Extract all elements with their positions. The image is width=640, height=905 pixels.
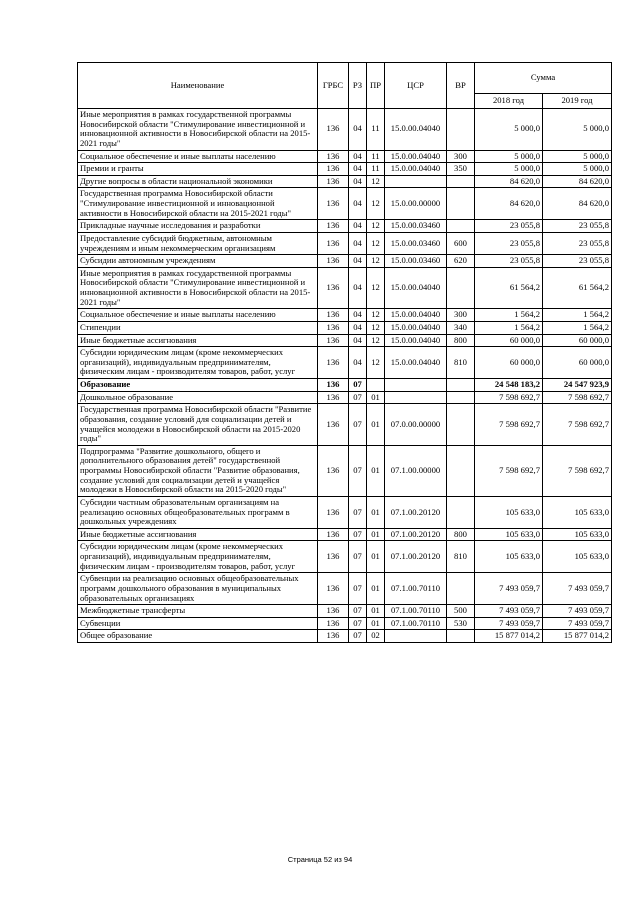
row-sum-2018: 5 000,0 — [475, 150, 543, 163]
row-grbs: 136 — [318, 255, 349, 268]
row-name: Другие вопросы в области национальной экономики — [78, 175, 318, 188]
row-csr: 15.0.00.03460 — [385, 220, 447, 233]
row-name: Государственная программа Новосибирской области "Развитие образования, создание условий для социализации детей и учащейся молодежи в Новосибирской области на 2015-2020 годы" — [78, 404, 318, 446]
header-grbs: ГРБС — [318, 63, 349, 109]
row-csr — [385, 175, 447, 188]
table-row — [78, 321, 612, 334]
row-name: Иные бюджетные ассигнования — [78, 528, 318, 541]
row-grbs: 136 — [318, 379, 349, 392]
table-row — [78, 175, 612, 188]
row-grbs: 136 — [318, 309, 349, 322]
row-vr: 810 — [447, 541, 475, 573]
row-vr — [447, 573, 475, 605]
row-name: Субвенции — [78, 617, 318, 630]
row-grbs: 136 — [318, 630, 349, 643]
row-sum-2019: 105 633,0 — [543, 496, 612, 528]
row-pr: 01 — [367, 404, 385, 446]
row-sum-2018: 23 055,8 — [475, 255, 543, 268]
row-sum-2019: 23 055,8 — [543, 220, 612, 233]
row-name: Социальное обеспечение и иные выплаты населению — [78, 309, 318, 322]
row-name: Иные бюджетные ассигнования — [78, 334, 318, 347]
row-pr: 12 — [367, 309, 385, 322]
row-grbs: 136 — [318, 573, 349, 605]
row-sum-2018: 7 493 059,7 — [475, 573, 543, 605]
row-vr: 800 — [447, 528, 475, 541]
row-sum-2019: 24 547 923,9 — [543, 379, 612, 392]
table-row — [78, 445, 612, 496]
row-vr: 600 — [447, 232, 475, 254]
row-pr: 01 — [367, 391, 385, 404]
budget-table — [77, 62, 612, 643]
row-rz: 07 — [349, 617, 367, 630]
row-sum-2018: 1 564,2 — [475, 309, 543, 322]
row-grbs: 136 — [318, 109, 349, 151]
row-csr: 15.0.00.04040 — [385, 309, 447, 322]
row-csr: 15.0.00.04040 — [385, 267, 447, 309]
row-sum-2019: 7 598 692,7 — [543, 391, 612, 404]
row-csr — [385, 630, 447, 643]
row-vr — [447, 404, 475, 446]
row-sum-2019: 84 620,0 — [543, 175, 612, 188]
row-vr: 620 — [447, 255, 475, 268]
table-row — [78, 528, 612, 541]
row-csr — [385, 379, 447, 392]
header-vr: ВР — [447, 63, 475, 109]
row-pr: 12 — [367, 334, 385, 347]
row-grbs: 136 — [318, 232, 349, 254]
table-row — [78, 379, 612, 392]
row-csr: 15.0.00.04040 — [385, 163, 447, 176]
row-vr — [447, 630, 475, 643]
row-pr: 01 — [367, 605, 385, 618]
row-pr: 01 — [367, 496, 385, 528]
row-sum-2019: 60 000,0 — [543, 334, 612, 347]
row-name: Предоставление субсидий бюджетным, автономным учреждениям и иным некоммерческим организациям — [78, 232, 318, 254]
table-row — [78, 267, 612, 309]
row-rz: 04 — [349, 188, 367, 220]
row-rz: 04 — [349, 334, 367, 347]
row-sum-2019: 23 055,8 — [543, 255, 612, 268]
row-vr: 300 — [447, 150, 475, 163]
table-row — [78, 232, 612, 254]
row-sum-2019: 105 633,0 — [543, 541, 612, 573]
row-csr: 15.0.00.00000 — [385, 188, 447, 220]
row-pr: 11 — [367, 109, 385, 151]
row-rz: 04 — [349, 255, 367, 268]
row-sum-2018: 7 598 692,7 — [475, 391, 543, 404]
table-row — [78, 309, 612, 322]
row-sum-2018: 24 548 183,2 — [475, 379, 543, 392]
row-vr — [447, 175, 475, 188]
row-name: Межбюджетные трансферты — [78, 605, 318, 618]
row-csr: 07.1.00.00000 — [385, 445, 447, 496]
row-csr: 15.0.00.03460 — [385, 232, 447, 254]
row-csr: 15.0.00.04040 — [385, 334, 447, 347]
row-pr: 01 — [367, 445, 385, 496]
row-grbs: 136 — [318, 617, 349, 630]
row-name: Субсидии юридическим лицам (кроме некоммерческих организаций), индивидуальным предпринимателям, физическим лицам - производителям товаров, работ, услуг — [78, 347, 318, 379]
row-rz: 04 — [349, 150, 367, 163]
row-pr: 12 — [367, 188, 385, 220]
row-grbs: 136 — [318, 188, 349, 220]
row-sum-2019: 7 493 059,7 — [543, 605, 612, 618]
row-pr: 12 — [367, 321, 385, 334]
row-sum-2019: 1 564,2 — [543, 321, 612, 334]
row-csr: 07.1.00.70110 — [385, 573, 447, 605]
table-row — [78, 163, 612, 176]
row-csr — [385, 391, 447, 404]
table-row — [78, 404, 612, 446]
row-sum-2019: 61 564,2 — [543, 267, 612, 309]
row-pr: 12 — [367, 255, 385, 268]
row-rz: 07 — [349, 445, 367, 496]
row-rz: 04 — [349, 220, 367, 233]
page-number: Страница 52 из 94 — [287, 855, 353, 864]
row-name: Стипендии — [78, 321, 318, 334]
row-csr: 15.0.00.04040 — [385, 321, 447, 334]
table-row — [78, 391, 612, 404]
row-csr: 07.1.00.70110 — [385, 605, 447, 618]
row-sum-2019: 7 493 059,7 — [543, 617, 612, 630]
row-pr: 12 — [367, 220, 385, 233]
row-grbs: 136 — [318, 445, 349, 496]
header-pr: ПР — [367, 63, 385, 109]
row-csr: 07.1.00.20120 — [385, 541, 447, 573]
table-row — [78, 496, 612, 528]
row-grbs: 136 — [318, 605, 349, 618]
row-name: Иные мероприятия в рамках государственной программы Новосибирской области "Стимулирование инвестиционной и инновационной активности в Новосибирской области на 2015-2021 годы" — [78, 267, 318, 309]
row-pr: 01 — [367, 617, 385, 630]
row-csr: 15.0.00.04040 — [385, 109, 447, 151]
row-rz: 07 — [349, 528, 367, 541]
row-sum-2018: 105 633,0 — [475, 541, 543, 573]
row-rz: 04 — [349, 163, 367, 176]
row-grbs: 136 — [318, 150, 349, 163]
row-vr — [447, 220, 475, 233]
row-pr: 11 — [367, 150, 385, 163]
row-vr: 500 — [447, 605, 475, 618]
row-rz: 04 — [349, 309, 367, 322]
row-rz: 07 — [349, 541, 367, 573]
row-vr — [447, 267, 475, 309]
row-sum-2019: 5 000,0 — [543, 109, 612, 151]
row-vr — [447, 109, 475, 151]
row-sum-2018: 61 564,2 — [475, 267, 543, 309]
row-sum-2019: 7 598 692,7 — [543, 445, 612, 496]
row-pr: 12 — [367, 175, 385, 188]
row-sum-2019: 7 598 692,7 — [543, 404, 612, 446]
row-rz: 04 — [349, 232, 367, 254]
row-sum-2019: 105 633,0 — [543, 528, 612, 541]
row-pr: 01 — [367, 573, 385, 605]
table-row — [78, 605, 612, 618]
table-row — [78, 347, 612, 379]
row-csr: 15.0.00.04040 — [385, 150, 447, 163]
row-vr — [447, 188, 475, 220]
row-vr — [447, 379, 475, 392]
row-rz: 04 — [349, 175, 367, 188]
row-sum-2019: 5 000,0 — [543, 163, 612, 176]
table-row — [78, 617, 612, 630]
row-sum-2018: 23 055,8 — [475, 232, 543, 254]
row-grbs: 136 — [318, 267, 349, 309]
row-sum-2018: 5 000,0 — [475, 163, 543, 176]
row-sum-2019: 84 620,0 — [543, 188, 612, 220]
row-name: Прикладные научные исследования и разработки — [78, 220, 318, 233]
table-row — [78, 573, 612, 605]
table-row — [78, 334, 612, 347]
row-grbs: 136 — [318, 163, 349, 176]
table-row — [78, 150, 612, 163]
row-grbs: 136 — [318, 347, 349, 379]
header-csr: ЦСР — [385, 63, 447, 109]
row-sum-2018: 5 000,0 — [475, 109, 543, 151]
row-csr: 15.0.00.03460 — [385, 255, 447, 268]
row-sum-2018: 7 598 692,7 — [475, 445, 543, 496]
row-name: Субсидии юридическим лицам (кроме некоммерческих организаций), индивидуальным предпринимателям, физическим лицам - производителям товаров, работ, услуг — [78, 541, 318, 573]
row-sum-2018: 60 000,0 — [475, 334, 543, 347]
row-pr: 12 — [367, 232, 385, 254]
row-sum-2019: 23 055,8 — [543, 232, 612, 254]
row-vr — [447, 496, 475, 528]
row-csr: 07.1.00.20120 — [385, 496, 447, 528]
row-pr: 11 — [367, 163, 385, 176]
row-rz: 07 — [349, 496, 367, 528]
row-sum-2018: 60 000,0 — [475, 347, 543, 379]
row-rz: 07 — [349, 630, 367, 643]
row-sum-2018: 23 055,8 — [475, 220, 543, 233]
row-rz: 04 — [349, 321, 367, 334]
row-grbs: 136 — [318, 334, 349, 347]
row-rz: 07 — [349, 573, 367, 605]
row-name: Субвенции на реализацию основных общеобразовательных программ дошкольного образования в муниципальных образовательных организациях — [78, 573, 318, 605]
row-sum-2018: 7 598 692,7 — [475, 404, 543, 446]
row-sum-2019: 15 877 014,2 — [543, 630, 612, 643]
row-sum-2018: 7 493 059,7 — [475, 605, 543, 618]
header-sum: Сумма — [475, 63, 612, 94]
row-vr: 340 — [447, 321, 475, 334]
table-row — [78, 188, 612, 220]
row-grbs: 136 — [318, 528, 349, 541]
row-grbs: 136 — [318, 541, 349, 573]
row-name: Субсидии частным образовательным организациям на реализацию основных общеобразовательных программ в дошкольных учреждениях — [78, 496, 318, 528]
row-rz: 04 — [349, 347, 367, 379]
table-row — [78, 109, 612, 151]
row-vr: 800 — [447, 334, 475, 347]
row-name: Субсидии автономным учреждениям — [78, 255, 318, 268]
row-csr: 07.1.00.70110 — [385, 617, 447, 630]
row-sum-2018: 105 633,0 — [475, 496, 543, 528]
row-name: Общее образование — [78, 630, 318, 643]
row-pr: 02 — [367, 630, 385, 643]
table-row — [78, 541, 612, 573]
row-name: Социальное обеспечение и иные выплаты населению — [78, 150, 318, 163]
row-sum-2018: 84 620,0 — [475, 175, 543, 188]
table-row — [78, 630, 612, 643]
row-name: Дошкольное образование — [78, 391, 318, 404]
row-rz: 04 — [349, 267, 367, 309]
row-csr: 07.0.00.00000 — [385, 404, 447, 446]
row-grbs: 136 — [318, 496, 349, 528]
row-sum-2019: 7 493 059,7 — [543, 573, 612, 605]
row-sum-2018: 105 633,0 — [475, 528, 543, 541]
row-grbs: 136 — [318, 321, 349, 334]
row-vr: 350 — [447, 163, 475, 176]
row-grbs: 136 — [318, 404, 349, 446]
row-sum-2018: 1 564,2 — [475, 321, 543, 334]
row-sum-2019: 1 564,2 — [543, 309, 612, 322]
row-vr: 810 — [447, 347, 475, 379]
row-rz: 04 — [349, 109, 367, 151]
table-body — [78, 109, 612, 643]
header-year-2018: 2018 год — [475, 93, 543, 108]
row-csr: 15.0.00.04040 — [385, 347, 447, 379]
row-rz: 07 — [349, 379, 367, 392]
row-pr: 01 — [367, 528, 385, 541]
row-rz: 07 — [349, 404, 367, 446]
row-grbs: 136 — [318, 220, 349, 233]
row-sum-2018: 15 877 014,2 — [475, 630, 543, 643]
row-name: Премии и гранты — [78, 163, 318, 176]
row-pr: 01 — [367, 541, 385, 573]
row-pr — [367, 379, 385, 392]
row-name: Государственная программа Новосибирской области "Стимулирование инвестиционной и инновационной активности в Новосибирской области на 2015-2021 годы" — [78, 188, 318, 220]
row-pr: 12 — [367, 347, 385, 379]
row-name: Подпрограмма "Развитие дошкольного, общего и дополнительного образования детей" государственной программы Новосибирской области "Развитие образования, создание условий для социализации детей и учащейся молодежи в Новосибирской области на 2015-2020 годы" — [78, 445, 318, 496]
row-vr: 300 — [447, 309, 475, 322]
row-vr: 530 — [447, 617, 475, 630]
table-row — [78, 255, 612, 268]
header-year-2019: 2019 год — [543, 93, 612, 108]
row-vr — [447, 445, 475, 496]
row-grbs: 136 — [318, 175, 349, 188]
header-name: Наименование — [78, 63, 318, 109]
row-name: Иные мероприятия в рамках государственной программы Новосибирской области "Стимулирование инвестиционной и инновационной активности в Новосибирской области на 2015-2021 годы" — [78, 109, 318, 151]
header-rz: РЗ — [349, 63, 367, 109]
row-rz: 07 — [349, 391, 367, 404]
row-rz: 07 — [349, 605, 367, 618]
row-sum-2019: 60 000,0 — [543, 347, 612, 379]
row-sum-2018: 84 620,0 — [475, 188, 543, 220]
row-name: Образование — [78, 379, 318, 392]
row-pr: 12 — [367, 267, 385, 309]
row-vr — [447, 391, 475, 404]
row-grbs: 136 — [318, 391, 349, 404]
row-sum-2018: 7 493 059,7 — [475, 617, 543, 630]
table-row — [78, 220, 612, 233]
row-sum-2019: 5 000,0 — [543, 150, 612, 163]
row-csr: 07.1.00.20120 — [385, 528, 447, 541]
